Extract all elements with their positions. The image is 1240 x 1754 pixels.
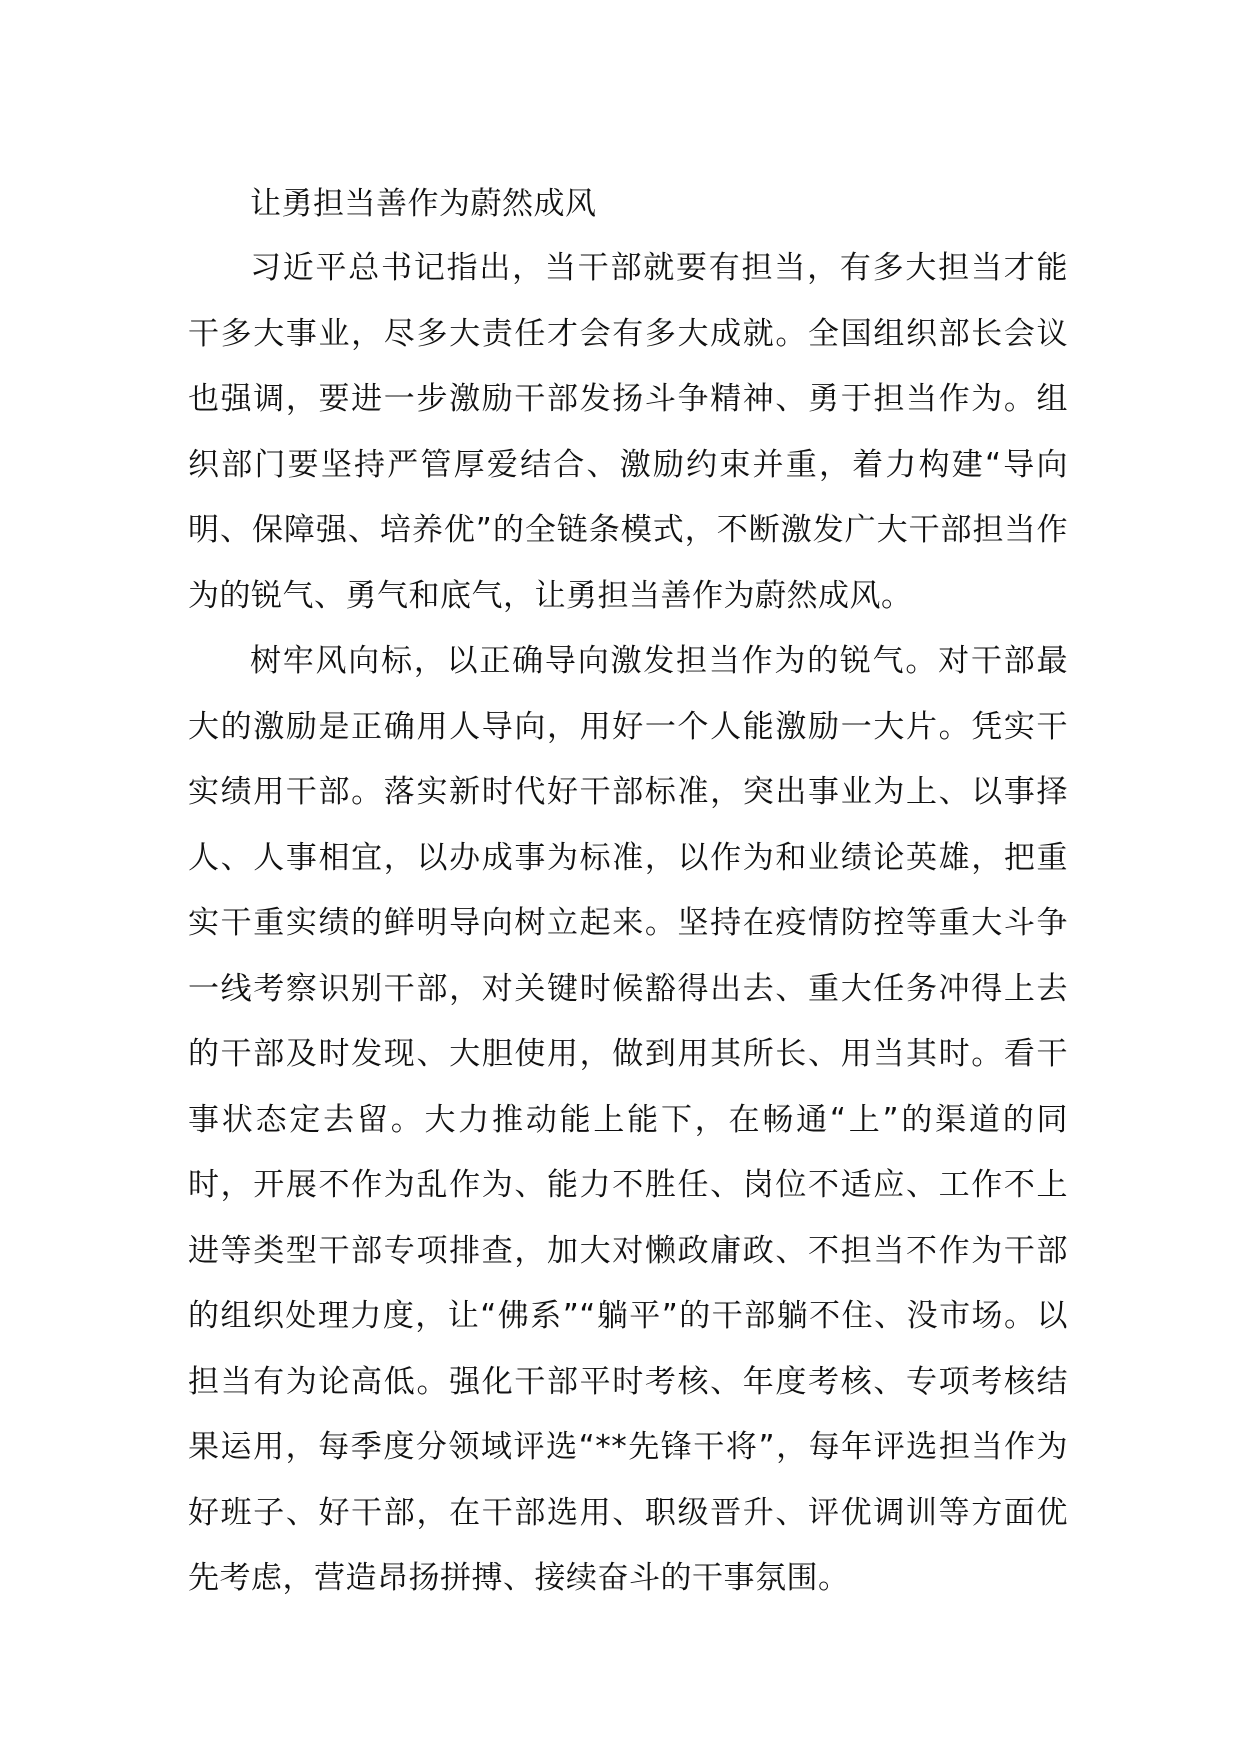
article-body xyxy=(188,172,1068,1612)
paragraph: 习近平总书记指出，当干部就要有担当，有多大担当才能干多大事业，尽多大责任才会有多大成就。全国组织部长会议也强调，要进一步激励干部发扬斗争精神、勇于担当作为。组织部门要坚持严管厚爱结合、激励约束并重，着力构建“导向明、保障强、培养优”的全链条模式，不断激发广大干部担当作为的锐气、勇气和底气，让勇担当善作为蔚然成风。 xyxy=(188,250,1068,614)
paragraph: 树牢风向标，以正确导向激发担当作为的锐气。对干部最大的激励是正确用人导向，用好一个人能激励一大片。凭实干实绩用干部。落实新时代好干部标准，突出事业为上、以事择人、人事相宜，以办成事为标准，以作为和业绩论英雄，把重实干重实绩的鲜明导向树立起来。坚持在疫情防控等重大斗争一线考察识别干部，对关键时候豁得出去、重大任务冲得上去的干部及时发现、大胆使用，做到用其所长、用当其时。看干事状态定去留。大力推动能上能下，在畅通“上”的渠道的同时，开展不作为乱作为、能力不胜任、岗位不适应、工作不上进等类型干部专项排查，加大对懒政庸政、不担当不作为干部的组织处理力度，让“佛系”“躺平”的干部躺不住、没市场。以担当有为论高低。强化干部平时考核、年度考核、专项考核结果运用，每季度分领域评选“**先锋干将”，每年评选担当作为好班子、好干部，在干部选用、职级晋升、评优调训等方面优先考虑，营造昂扬拼搏、接续奋斗的干事氛围。 xyxy=(188,643,1068,1596)
article-title: 让勇担当善作为蔚然成风 xyxy=(250,186,597,222)
